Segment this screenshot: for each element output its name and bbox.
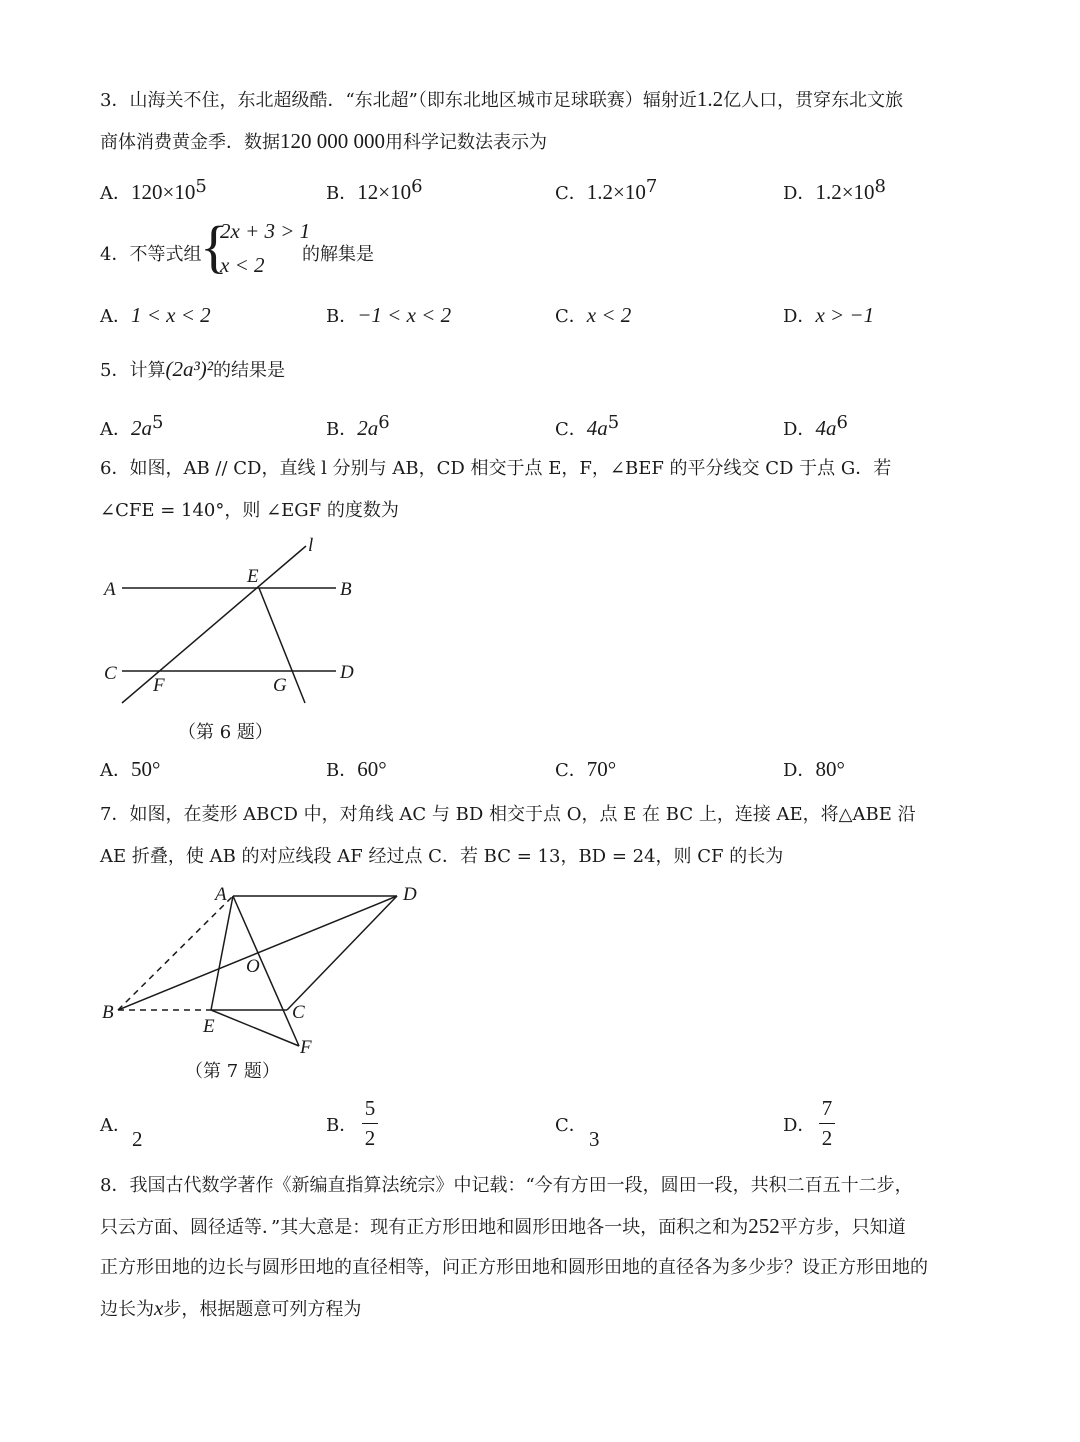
q7-option-b[interactable] — [326, 1113, 357, 1139]
q7-option-c-label: C． — [555, 1115, 587, 1136]
q4-brace-icon: { — [200, 214, 228, 279]
q3-line1-text-a: 3．山海关不住，东北超级酷．“东北超”（即东北地区城市足球联赛）辐射近 — [100, 90, 697, 111]
q6-label-e: E — [247, 566, 259, 587]
q3-option-d-label: D． — [783, 183, 816, 204]
q6-label-f: F — [153, 675, 165, 696]
q8-line2 — [100, 1213, 906, 1241]
q8-line2-text-a: 只云方面、圆径适等．”其大意是：现有正方形田地和圆形田地各一块，面积之和为 — [100, 1217, 749, 1238]
q3-option-a[interactable] — [100, 174, 207, 207]
q7-label-d: D — [403, 884, 417, 905]
q7-line2: AE 折叠，使 AB 的对应线段 AF 经过点 C．若 BC = 13，BD = 24，则 CF 的长为 — [100, 846, 784, 867]
q4-option-d[interactable] — [783, 302, 874, 330]
q8-variable-x: x — [154, 1296, 164, 1320]
q7-label-f: F — [300, 1037, 312, 1055]
q7-label-c: C — [292, 1002, 305, 1023]
q7-option-a-value: 2 — [132, 1127, 143, 1151]
q4-option-a-label: A． — [100, 306, 131, 327]
q7-option-c[interactable] — [555, 1113, 587, 1139]
q7-option-b-fraction — [360, 1096, 380, 1151]
q5-option-d[interactable] — [783, 410, 848, 443]
q8-line4-text-a: 边长为 — [100, 1299, 154, 1320]
q7-option-a-label: A． — [100, 1115, 131, 1136]
q3-option-a-exp: 5 — [195, 176, 207, 197]
q3-option-c-label: C． — [555, 183, 587, 204]
q3-option-c-base: 1.2×10 — [586, 180, 646, 204]
q3-line2 — [100, 128, 547, 156]
q3-line1-text-b: 亿人口，贯穿东北文旅 — [723, 90, 904, 111]
q5-line — [100, 356, 285, 384]
q4-option-a[interactable] — [100, 302, 211, 330]
q3-option-a-base: 120×10 — [131, 180, 196, 204]
q6-figure — [95, 535, 395, 715]
q7-option-b-label: B． — [326, 1115, 358, 1136]
q8-line2-number: 252 — [748, 1214, 780, 1238]
q7-option-b-num: 5 — [364, 1096, 376, 1120]
q4-option-b-text: −1 < x < 2 — [357, 303, 452, 327]
q3-option-d-base: 1.2×10 — [815, 180, 875, 204]
q4-option-b-label: B． — [326, 306, 358, 327]
q4-option-d-label: D． — [783, 306, 816, 327]
q6-option-c[interactable] — [555, 756, 616, 784]
q3-line2-text-a: 商体消费黄金季．数据 — [100, 132, 280, 153]
q3-option-b-base: 12×10 — [357, 180, 412, 204]
q7-option-d-num: 7 — [821, 1096, 833, 1120]
q6-label-g: G — [273, 675, 287, 696]
q5-suffix: 的结果是 — [213, 360, 286, 381]
q5-option-d-label: D． — [783, 419, 816, 440]
q3-option-c[interactable] — [555, 174, 657, 207]
q5-option-d-exp: 6 — [836, 412, 848, 433]
q3-option-a-label: A． — [100, 183, 131, 204]
q7-label-b: B — [102, 1002, 114, 1023]
q6-option-b-text: 60° — [357, 757, 387, 781]
q6-option-b-label: B． — [326, 760, 358, 781]
q3-line2-text-b: 用科学记数法表示为 — [385, 132, 547, 153]
q7-segment-ae — [211, 896, 233, 1010]
q6-option-c-label: C． — [555, 760, 587, 781]
q7-diagonal-bd — [118, 896, 397, 1010]
q3-option-b-label: B． — [326, 183, 358, 204]
q5-option-b-label: B． — [326, 419, 358, 440]
q8-line2-text-b: 平方步，只知道 — [779, 1217, 906, 1238]
q7-option-a[interactable] — [100, 1113, 131, 1139]
q8-line4 — [100, 1295, 361, 1323]
q6-label-b: B — [340, 579, 352, 600]
q7-line1: 7．如图，在菱形 ABCD 中，对角线 AC 与 BD 相交于点 O，点 E 在 BC 上，连接 AE，将△ABE 沿 — [100, 804, 916, 825]
q5-option-b-base: 2a — [357, 416, 379, 440]
q6-option-d[interactable] — [783, 756, 845, 784]
q6-option-d-label: D． — [783, 760, 816, 781]
q5-expression: (2a³)² — [165, 357, 214, 381]
q6-label-a: A — [104, 579, 116, 600]
q6-line2: ∠CFE = 140°，则 ∠EGF 的度数为 — [100, 500, 399, 521]
q5-option-a-base: 2a — [131, 416, 152, 440]
q4-inequality-1: 2x + 3 > 1 — [220, 219, 311, 243]
q3-option-b-exp: 6 — [411, 176, 423, 197]
q7-side-dc — [287, 896, 397, 1010]
q5-option-c-exp: 5 — [607, 412, 620, 433]
q4-suffix: 的解集是 — [302, 244, 374, 265]
q4-option-c[interactable] — [555, 302, 631, 330]
q5-option-c-base: 4a — [586, 416, 608, 440]
q7-label-o: O — [246, 956, 260, 977]
q7-figure — [95, 880, 425, 1055]
q8-line1: 8．我国古代数学著作《新编直指算法统宗》中记载：“今有方田一段，圆田一段，共积二百五十二步， — [100, 1175, 913, 1196]
q7-option-d[interactable] — [783, 1113, 815, 1139]
q6-option-a[interactable] — [100, 756, 160, 784]
q4-prefix: 4．不等式组 — [100, 244, 202, 265]
q7-option-b-bar — [362, 1123, 378, 1124]
q8-line3: 正方形田地的边长与圆形田地的直径相等，问正方形田地和圆形田地的直径各为多少步？设正方形田地的 — [100, 1257, 928, 1278]
q5-option-a-exp: 5 — [152, 412, 164, 433]
q6-label-c: C — [104, 663, 117, 684]
q6-line1: 6．如图，AB // CD，直线 l 分别与 AB，CD 相交于点 E，F，∠BEF 的平分线交 CD 于点 G．若 — [100, 458, 892, 479]
q7-option-d-bar — [819, 1123, 835, 1124]
q6-option-a-label: A． — [100, 760, 131, 781]
q5-option-c-label: C． — [555, 419, 587, 440]
q7-option-d-label: D． — [783, 1115, 816, 1136]
q6-option-a-text: 50° — [131, 757, 161, 781]
q5-prefix: 5．计算 — [100, 360, 166, 381]
q6-label-d: D — [340, 662, 354, 683]
q7-label-e: E — [203, 1016, 215, 1037]
q8-line4-text-b: 步，根据题意可列方程为 — [163, 1299, 362, 1320]
q5-option-a-label: A． — [100, 419, 131, 440]
q4-option-a-text: 1 < x < 2 — [131, 303, 211, 327]
q5-option-b-exp: 6 — [378, 412, 390, 433]
q4-option-d-text: x > −1 — [815, 303, 875, 327]
q3-option-c-exp: 7 — [645, 176, 658, 197]
q7-option-d-fraction — [817, 1096, 837, 1151]
q3-option-d[interactable] — [783, 174, 886, 207]
q4-option-b[interactable] — [326, 302, 451, 330]
q7-dashed-ab — [118, 896, 233, 1010]
q5-option-b[interactable] — [326, 410, 390, 443]
q6-option-d-text: 80° — [815, 757, 845, 781]
q3-option-d-exp: 8 — [874, 176, 886, 197]
q6-caption: （第 6 题） — [178, 722, 273, 743]
q4-inequality-2: x < 2 — [220, 253, 265, 277]
q7-option-b-den: 2 — [364, 1126, 376, 1150]
q6-option-b[interactable] — [326, 756, 387, 784]
q7-label-a: A — [215, 884, 227, 905]
q5-option-a[interactable] — [100, 410, 163, 443]
q6-option-c-text: 70° — [586, 757, 617, 781]
q3-line1-number: 1.2 — [696, 87, 724, 111]
q3-line1 — [100, 86, 903, 114]
q7-option-c-value: 3 — [589, 1127, 600, 1151]
q5-option-d-base: 4a — [815, 416, 837, 440]
q3-option-b[interactable] — [326, 174, 423, 207]
q5-option-c[interactable] — [555, 410, 619, 443]
q4-option-c-text: x < 2 — [586, 303, 632, 327]
q4-option-c-label: C． — [555, 306, 587, 327]
q7-option-d-den: 2 — [821, 1126, 833, 1150]
q7-caption: （第 7 题） — [185, 1061, 280, 1082]
q6-label-l: l — [308, 535, 314, 556]
q3-line2-number: 120 000 000 — [280, 129, 385, 153]
